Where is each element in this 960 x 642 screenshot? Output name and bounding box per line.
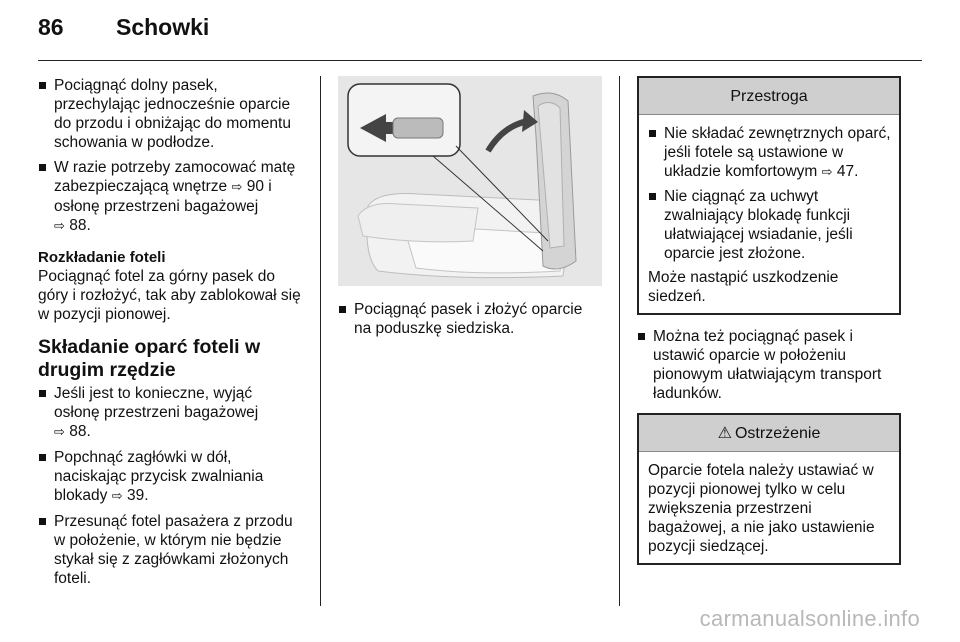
list-item: Nie ciągnąć za uchwyt zwalniający blokadę funkcji ułatwiającej wsiadanie, jeśli oparcie jest złożone. <box>648 187 891 263</box>
caution-box <box>637 76 901 315</box>
header-rule <box>38 60 922 61</box>
warning-box <box>637 413 901 565</box>
chapter-title: Schowki <box>116 14 210 40</box>
column-divider-1 <box>320 76 321 606</box>
page-header <box>38 14 209 50</box>
paragraph: Pociągnąć fotel za górny pasek do góry i rozłożyć, tak aby zablokował się w pozycji pionowej. <box>38 268 301 323</box>
list-item: Popchnąć zagłówki w dół, naciskając przycisk zwalniania blokady ⇨ 39. <box>38 448 302 506</box>
bullet-list-top <box>38 76 302 236</box>
warning-title-bar <box>639 415 899 452</box>
column-divider-2 <box>619 76 620 606</box>
list-item: Nie składać zewnętrznych oparć, jeśli fotele są ustawione w układzie komfortowym ⇨ 47. <box>648 124 891 182</box>
reference-arrow-icon: ⇨ <box>231 180 243 195</box>
warning-title: Ostrzeżenie <box>734 425 821 442</box>
reference-arrow-icon: ⇨ <box>111 489 123 504</box>
page-reference[interactable]: 39. <box>126 487 149 504</box>
warning-icon: ⚠ <box>717 425 732 442</box>
list-item: Przesunąć fotel pasażera z przodu w położenie, w którym nie będzie stykał się z zagłówkami złożonych foteli. <box>38 512 302 588</box>
bullet-list-middle <box>637 327 901 403</box>
list-item: Pociągnąć dolny pasek, przechylając jednocześnie oparcie do przodu i obniżając do momentu schowania w podłodze. <box>38 76 302 152</box>
bullet-list-bottom <box>38 384 302 588</box>
caution-title: Przestroga <box>639 78 899 115</box>
caution-body <box>639 115 899 313</box>
reference-arrow-icon: ⇨ <box>821 165 833 180</box>
list-item: Pociągnąć pasek i złożyć oparcie na poduszkę siedziska. <box>338 300 602 338</box>
reference-arrow-icon: ⇨ <box>54 219 65 234</box>
caption-list <box>338 300 602 338</box>
list-item: W razie potrzeby zamocować matę zabezpieczającą wnętrze ⇨ 90 i osłonę przestrzeni bagażowej ⇨ 88. <box>38 158 302 236</box>
page-number: 86 <box>38 14 64 40</box>
seat-illustration <box>338 76 602 286</box>
subheading: Rozkładanie foteli <box>38 249 166 266</box>
seat-figure <box>338 76 602 286</box>
page-reference[interactable]: 88. <box>69 217 91 234</box>
page-reference[interactable]: 90 <box>246 178 264 195</box>
column-1 <box>38 76 302 594</box>
watermark: carmanualsonline.info <box>699 606 920 631</box>
list-item: Jeśli jest to konieczne, wyjąć osłonę przestrzeni bagażowej ⇨ 88. <box>38 384 302 442</box>
page-reference[interactable]: 88. <box>69 423 91 440</box>
column-2 <box>338 76 602 344</box>
reference-arrow-icon: ⇨ <box>54 425 65 440</box>
caution-note: Może nastąpić uszkodzenie siedzeń. <box>648 269 839 305</box>
column-3 <box>637 76 901 565</box>
section-heading: Składanie oparć foteli w drugim rzędzie <box>38 336 261 381</box>
list-item: Można też pociągnąć pasek i ustawić oparcie w położeniu pionowym ułatwiającym transport ładunków. <box>637 327 901 403</box>
warning-body: Oparcie fotela należy ustawiać w pozycji pionowej tylko w celu zwiększenia przestrzeni bagażowej, a nie jako ustawienie pozycji siedzącej. <box>648 462 875 555</box>
page-reference[interactable]: 47. <box>836 163 859 180</box>
